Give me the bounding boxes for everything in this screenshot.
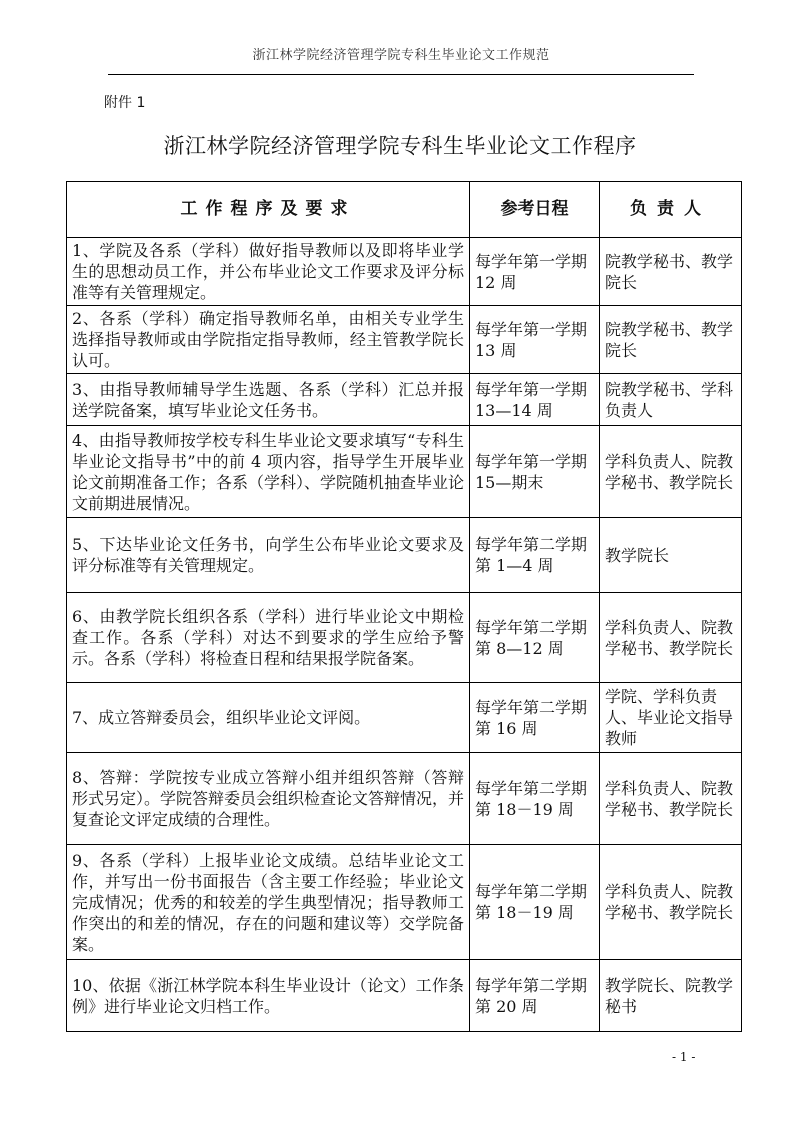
owner-cell: 学院、学科负责人、毕业论文指导教师 [600, 683, 742, 753]
owner-cell: 学科负责人、院教学秘书、教学院长 [600, 753, 742, 845]
owner-cell: 学科负责人、院教学秘书、教学院长 [600, 426, 742, 518]
table-row [67, 238, 742, 306]
step-cell: 6、由教学院长组织各系（学科）进行毕业论文中期检查工作。各系（学科）对达不到要求的学生应给予警示。各系（学科）将检查日程和结果报学院备案。 [67, 593, 470, 683]
table-row [67, 426, 742, 518]
schedule-cell: 每学年第一学期 15—期末 [470, 426, 600, 518]
schedule-cell: 每学年第一学期 13—14 周 [470, 374, 600, 426]
owner-cell: 院教学秘书、学科负责人 [600, 374, 742, 426]
step-cell: 9、各系（学科）上报毕业论文成绩。总结毕业论文工作，并写出一份书面报告（含主要工作经验；毕业论文完成情况；优秀的和较差的学生典型情况；指导教师工作突出的和差的情况，存在的问题和建议等）交学院备案。 [67, 845, 470, 960]
table-row [67, 306, 742, 374]
table-header-row [67, 182, 742, 238]
column-header-procedure: 工作程序及要求 [67, 182, 470, 238]
attachment-label: 附件 1 [104, 95, 146, 111]
schedule-cell: 每学年第一学期 12 周 [470, 238, 600, 306]
step-cell: 2、各系（学科）确定指导教师名单，由相关专业学生选择指导教师或由学院指定指导教师，经主管教学院长认可。 [67, 306, 470, 374]
running-header: 浙江林学院经济管理学院专科生毕业论文工作规范 [252, 48, 550, 63]
step-cell: 1、学院及各系（学科）做好指导教师以及即将毕业学生的思想动员工作，并公布毕业论文工作要求及评分标准等有关管理规定。 [67, 238, 470, 306]
header-divider [108, 74, 694, 75]
table-row [67, 845, 742, 960]
column-header-schedule: 参考日程 [470, 182, 600, 238]
owner-cell: 学科负责人、院教学秘书、教学院长 [600, 593, 742, 683]
step-cell: 8、答辩：学院按专业成立答辩小组并组织答辩（答辩形式另定）。学院答辩委员会组织检查论文答辩情况，并复查论文评定成绩的合理性。 [67, 753, 470, 845]
table-row [67, 518, 742, 593]
schedule-cell: 每学年第二学期第 16 周 [470, 683, 600, 753]
table-row [67, 753, 742, 845]
schedule-cell: 每学年第一学期 13 周 [470, 306, 600, 374]
schedule-cell: 每学年第二学期第 18－19 周 [470, 845, 600, 960]
owner-cell: 学科负责人、院教学秘书、教学院长 [600, 845, 742, 960]
owner-cell: 院教学秘书、教学院长 [600, 238, 742, 306]
schedule-cell: 每学年第二学期第 1—4 周 [470, 518, 600, 593]
schedule-cell: 每学年第二学期第 20 周 [470, 960, 600, 1032]
column-header-owner: 负责人 [600, 182, 742, 238]
schedule-cell: 每学年第二学期第 18－19 周 [470, 753, 600, 845]
owner-cell: 院教学秘书、教学院长 [600, 306, 742, 374]
table-row [67, 960, 742, 1032]
table-row [67, 593, 742, 683]
procedure-table [66, 181, 742, 1032]
page-number: - 1 - [672, 1050, 696, 1064]
step-cell: 7、成立答辩委员会，组织毕业论文评阅。 [67, 683, 470, 753]
table-row [67, 374, 742, 426]
schedule-cell: 每学年第二学期第 8—12 周 [470, 593, 600, 683]
table-row [67, 683, 742, 753]
step-cell: 3、由指导教师辅导学生选题、各系（学科）汇总并报送学院备案，填写毕业论文任务书。 [67, 374, 470, 426]
owner-cell: 教学院长 [600, 518, 742, 593]
owner-cell: 教学院长、院教学秘书 [600, 960, 742, 1032]
step-cell: 10、依据《浙江林学院本科生毕业设计（论文）工作条例》进行毕业论文归档工作。 [67, 960, 470, 1032]
step-cell: 5、下达毕业论文任务书，向学生公布毕业论文要求及评分标准等有关管理规定。 [67, 518, 470, 593]
document-title: 浙江林学院经济管理学院专科生毕业论文工作程序 [163, 134, 637, 158]
step-cell: 4、由指导教师按学校专科生毕业论文要求填写“专科生毕业论文指导书”中的前 4 项内容，指导学生开展毕业论文前期准备工作；各系（学科）、学院随机抽查毕业论文前期进展情况。 [67, 426, 470, 518]
